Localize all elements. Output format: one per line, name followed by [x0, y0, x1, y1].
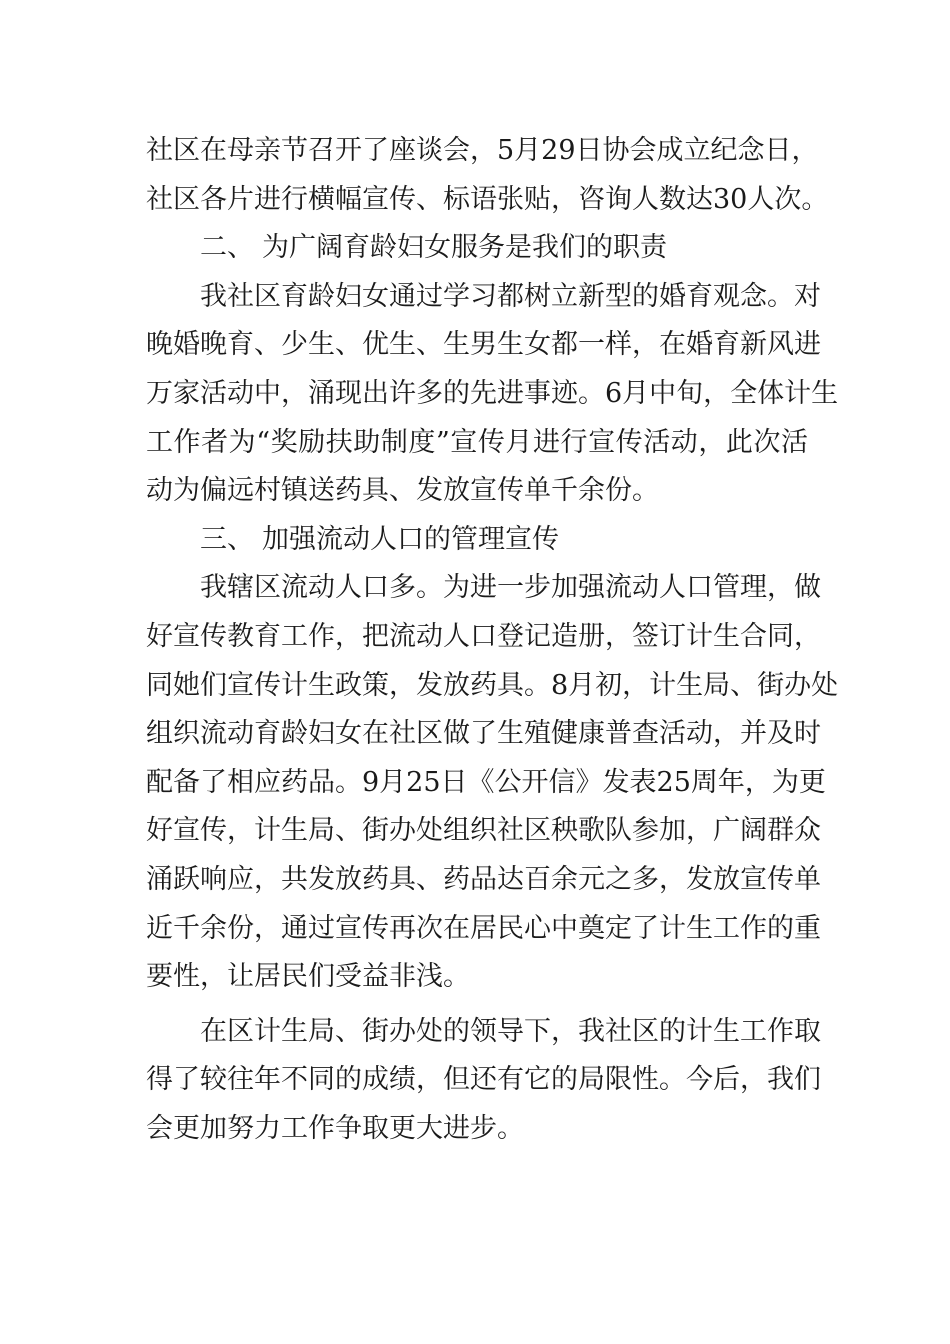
document-body: [146, 127, 839, 1153]
paragraph-section-3: [146, 564, 839, 1001]
text-line: 我社区育龄妇女通过学习都树立新型的婚育观念。对: [200, 280, 821, 312]
section-number: 三、: [200, 523, 254, 555]
text-line: 好宣传，计生局、街办处组织社区秧歌队参加，广阔群众: [146, 815, 821, 847]
text-line: 社区各片进行横幅宣传、标语张贴，咨询人数达30人次。: [146, 183, 829, 215]
text-line: 近千余份，通过宣传再次在居民心中奠定了计生工作的重: [146, 912, 821, 944]
paragraph-section-2: [146, 273, 839, 516]
section-title: 加强流动人口的管理宣传: [262, 523, 559, 555]
text-line: 涌跃响应，共发放药具、药品达百余元之多，发放宣传单: [146, 863, 821, 895]
text-line: 社区在母亲节召开了座谈会，5月29日协会成立纪念日，: [146, 135, 819, 166]
text-line: 配备了相应药品。9月25日《公开信》发表25周年，为更: [146, 766, 826, 798]
text-line: 组织流动育龄妇女在社区做了生殖健康普查活动，并及时: [146, 718, 821, 750]
text-line: 晚婚晚育、少生、优生、生男生女都一样，在婚育新风进: [146, 329, 821, 361]
section-heading-2: [146, 224, 808, 273]
text-line: 工作者为“奖励扶助制度”宣传月进行宣传活动，此次活: [146, 426, 808, 458]
paragraph-conclusion: [146, 1008, 821, 1154]
text-line: 万家活动中，涌现出许多的先进事迹。6月中旬，全体计生: [146, 377, 839, 409]
text-line: 我辖区流动人口多。为进一步加强流动人口管理，做: [200, 572, 821, 604]
text-line: 要性，让居民们受益非浅。: [146, 961, 470, 993]
text-line: 动为偏远村镇送药具、发放宣传单千余份。: [146, 475, 659, 507]
section-number: 二、: [200, 232, 254, 264]
paragraph-intro: [146, 127, 829, 224]
section-title: 为广阔育龄妇女服务是我们的职责: [262, 232, 667, 264]
section-heading-3: [146, 516, 808, 565]
text-line: 好宣传教育工作，把流动人口登记造册，签订计生合同，: [146, 620, 821, 652]
text-line: 得了较往年不同的成绩，但还有它的局限性。今后，我们: [146, 1064, 821, 1096]
text-line: 在区计生局、街办处的领导下，我社区的计生工作取: [200, 1015, 821, 1047]
text-line: 会更加努力工作争取更大进步。: [146, 1112, 524, 1144]
text-line: 同她们宣传计生政策，发放药具。8月初，计生局、街办处: [146, 669, 839, 701]
